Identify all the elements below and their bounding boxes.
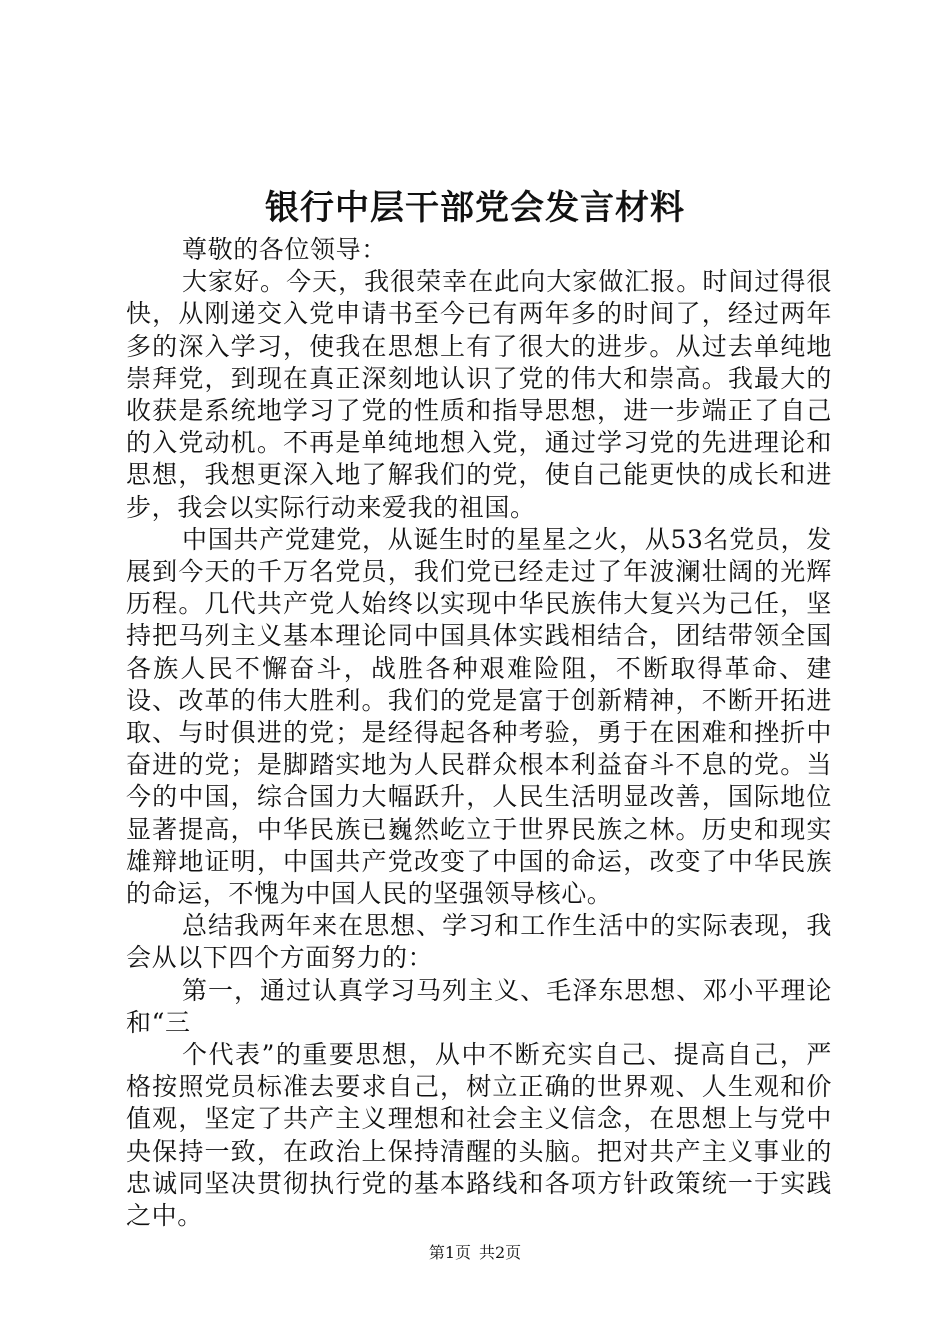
document-title: 银行中层干部党会发言材料 bbox=[265, 188, 685, 228]
page-total: 共2页 bbox=[479, 1243, 522, 1262]
salutation-paragraph: 尊敬的各位领导： bbox=[182, 235, 387, 264]
body-paragraph: 个代表”的重要思想，从中不断充实自己、提高自己，严格按照党员标准去要求自己，树立正确的世界观、人生观和价值观，坚定了共产主义理想和社会主义信念，在思想上与党中央保持一致，在政治上保持清醒的头脑。把对共产主义事业的忠诚同坚决贯彻执行党的基本路线和各项方针政策统一于实践之中。 bbox=[126, 1040, 832, 1231]
page-number: 第1页 bbox=[428, 1243, 471, 1262]
body-paragraph: 大家好。今天，我很荣幸在此向大家做汇报。时间过得很快，从刚递交入党申请书至今已有两年多的时间了，经过两年多的深入学习，使我在思想上有了很大的进步。从过去单纯地崇拜党，到现在真正深刻地认识了党的伟大和崇高。我最大的收获是系统地学习了党的性质和指导思想，进一步端正了自己的入党动机。不再是单纯地想入党，通过学习党的先进理论和思想，我想更深入地了解我们的党，使自己能更快的成长和进步，我会以实际行动来爱我的祖国。 bbox=[126, 267, 832, 522]
page-footer bbox=[0, 1242, 950, 1264]
body-paragraph: 第一，通过认真学习马列主义、毛泽东思想、邓小平理论和“三 bbox=[126, 975, 832, 1037]
document-body bbox=[126, 234, 832, 1232]
body-paragraph: 总结我两年来在思想、学习和工作生活中的实际表现，我会从以下四个方面努力的： bbox=[126, 911, 832, 973]
body-paragraph: 中国共产党建党，从诞生时的星星之火，从53名党员，发展到今天的千万名党员，我们党已经走过了年波澜壮阔的光辉历程。几代共产党人始终以实现中华民族伟大复兴为己任，坚持把马列主义基本理论同中国具体实践相结合，团结带领全国各族人民不懈奋斗，战胜各种艰难险阻，不断取得革命、建设、改革的伟大胜利。我们的党是富于创新精神，不断开拓进取、与时俱进的党；是经得起各种考验，勇于在困难和挫折中奋进的党；是脚踏实地为人民群众根本利益奋斗不息的党。当今的中国，综合国力大幅跃升，人民生活明显改善，国际地位显著提高，中华民族已巍然屹立于世界民族之林。历史和现实雄辩地证明，中国共产党改变了中国的命运，改变了中华民族的命运，不愧为中国人民的坚强领导核心。 bbox=[126, 524, 832, 909]
